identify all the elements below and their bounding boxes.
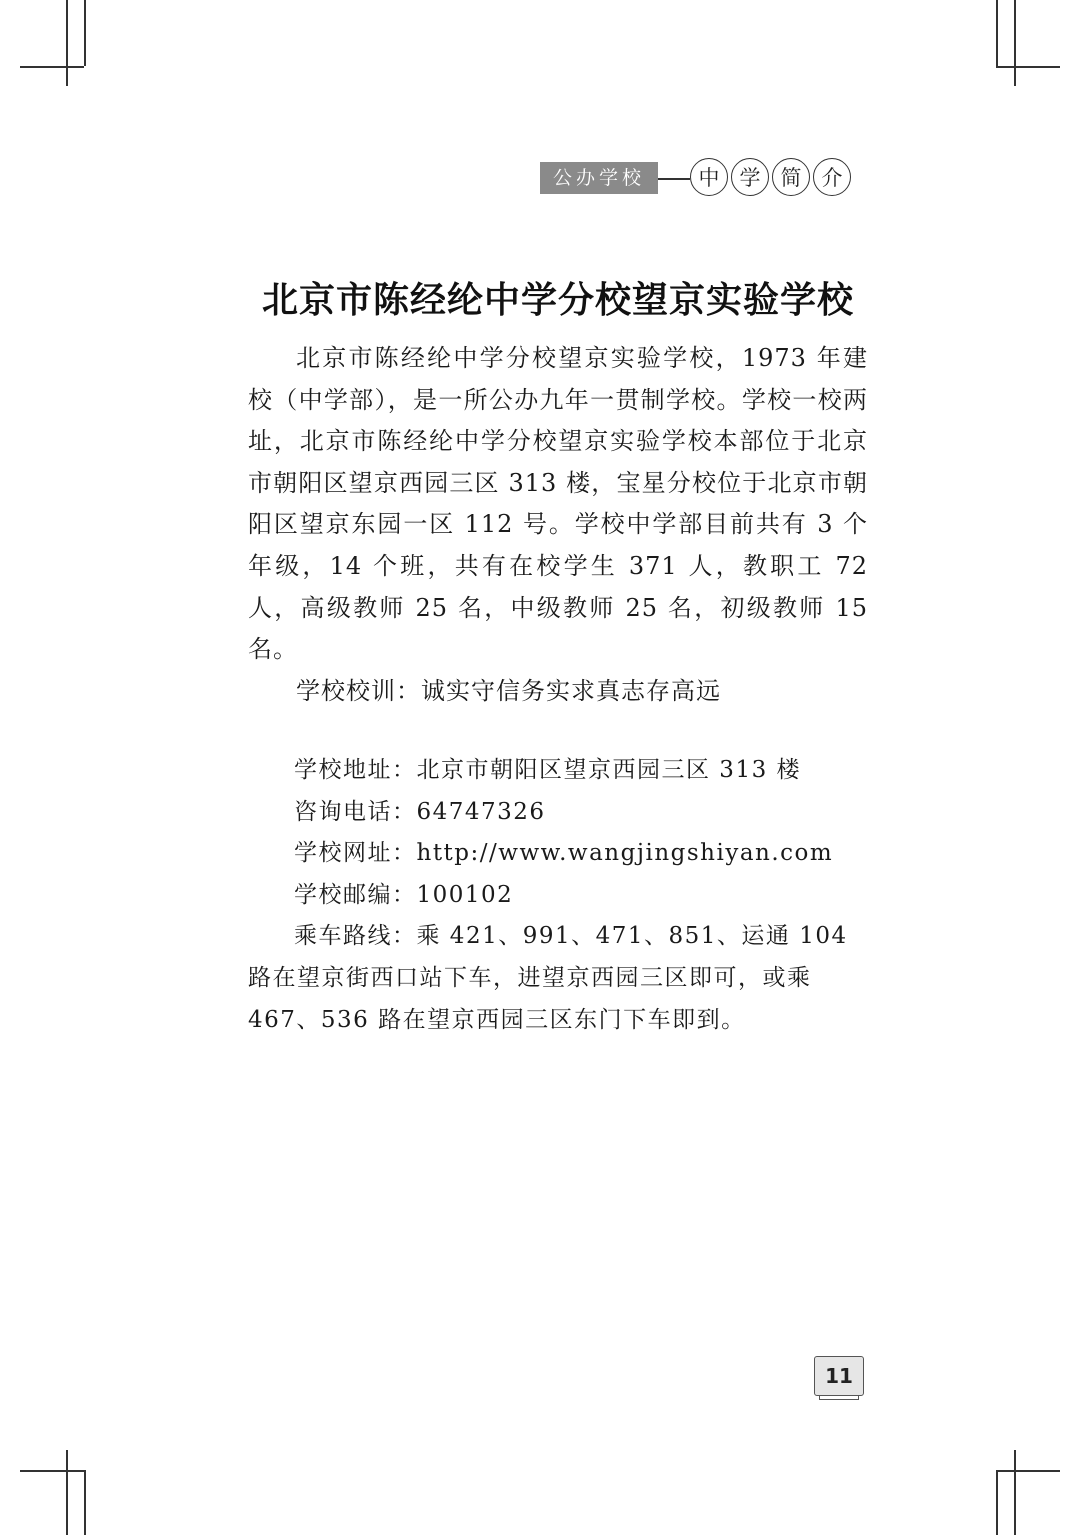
crop-mark	[84, 1470, 86, 1535]
school-description	[248, 338, 868, 712]
crop-mark	[84, 0, 86, 66]
crop-mark	[996, 66, 1060, 68]
crop-mark	[66, 0, 68, 86]
crop-mark	[996, 1470, 998, 1535]
section-char: 中	[690, 158, 728, 196]
contact-info	[248, 750, 868, 1041]
postcode-line: 学校邮编：100102	[294, 881, 514, 908]
page-header	[540, 158, 870, 198]
header-rule	[658, 178, 690, 180]
address-line: 学校地址：北京市朝阳区望京西园三区 313 楼	[294, 757, 802, 783]
crop-mark	[20, 1470, 84, 1472]
phone-line: 咨询电话：64747326	[294, 798, 546, 825]
crop-mark	[996, 0, 998, 66]
section-char: 介	[813, 158, 851, 196]
crop-mark	[1014, 0, 1016, 86]
route-line: 乘车路线：乘 421、991、471、851、运通 104 路在望京街西口站下车，进望京西园三区即可，或乘 467、536 路在望京西园三区东门下车即到。	[248, 923, 848, 1033]
page-number: 11	[814, 1356, 864, 1396]
section-char: 学	[731, 158, 769, 196]
crop-mark	[66, 1450, 68, 1535]
crop-mark	[996, 1470, 1060, 1472]
page-title: 北京市陈经纶中学分校望京实验学校	[261, 280, 854, 321]
category-label: 公办学校	[540, 162, 658, 194]
crop-mark	[20, 66, 84, 68]
website-line: 学校网址：http://www.wangjingshiyan.com	[294, 840, 834, 867]
intro-paragraph: 北京市陈经纶中学分校望京实验学校，1973 年建校（中学部），是一所公办九年一贯制学校。学校一校两址，北京市陈经纶中学分校望京实验学校本部位于北京市朝阳区望京西园三区 313 楼，宝星分校位于北京市朝阳区望京东园一区 112 号。学校中学部目前共有 3 个年级，14 个班，共有在校学生 371 人，教职工 72 人，高级教师 25 名，中级教师 25 名，初级教师 15 名。	[248, 344, 868, 664]
section-title	[690, 158, 851, 196]
crop-mark	[1014, 1450, 1016, 1535]
motto-paragraph: 学校校训：诚实守信务实求真志存高远	[296, 676, 721, 705]
section-char: 简	[772, 158, 810, 196]
